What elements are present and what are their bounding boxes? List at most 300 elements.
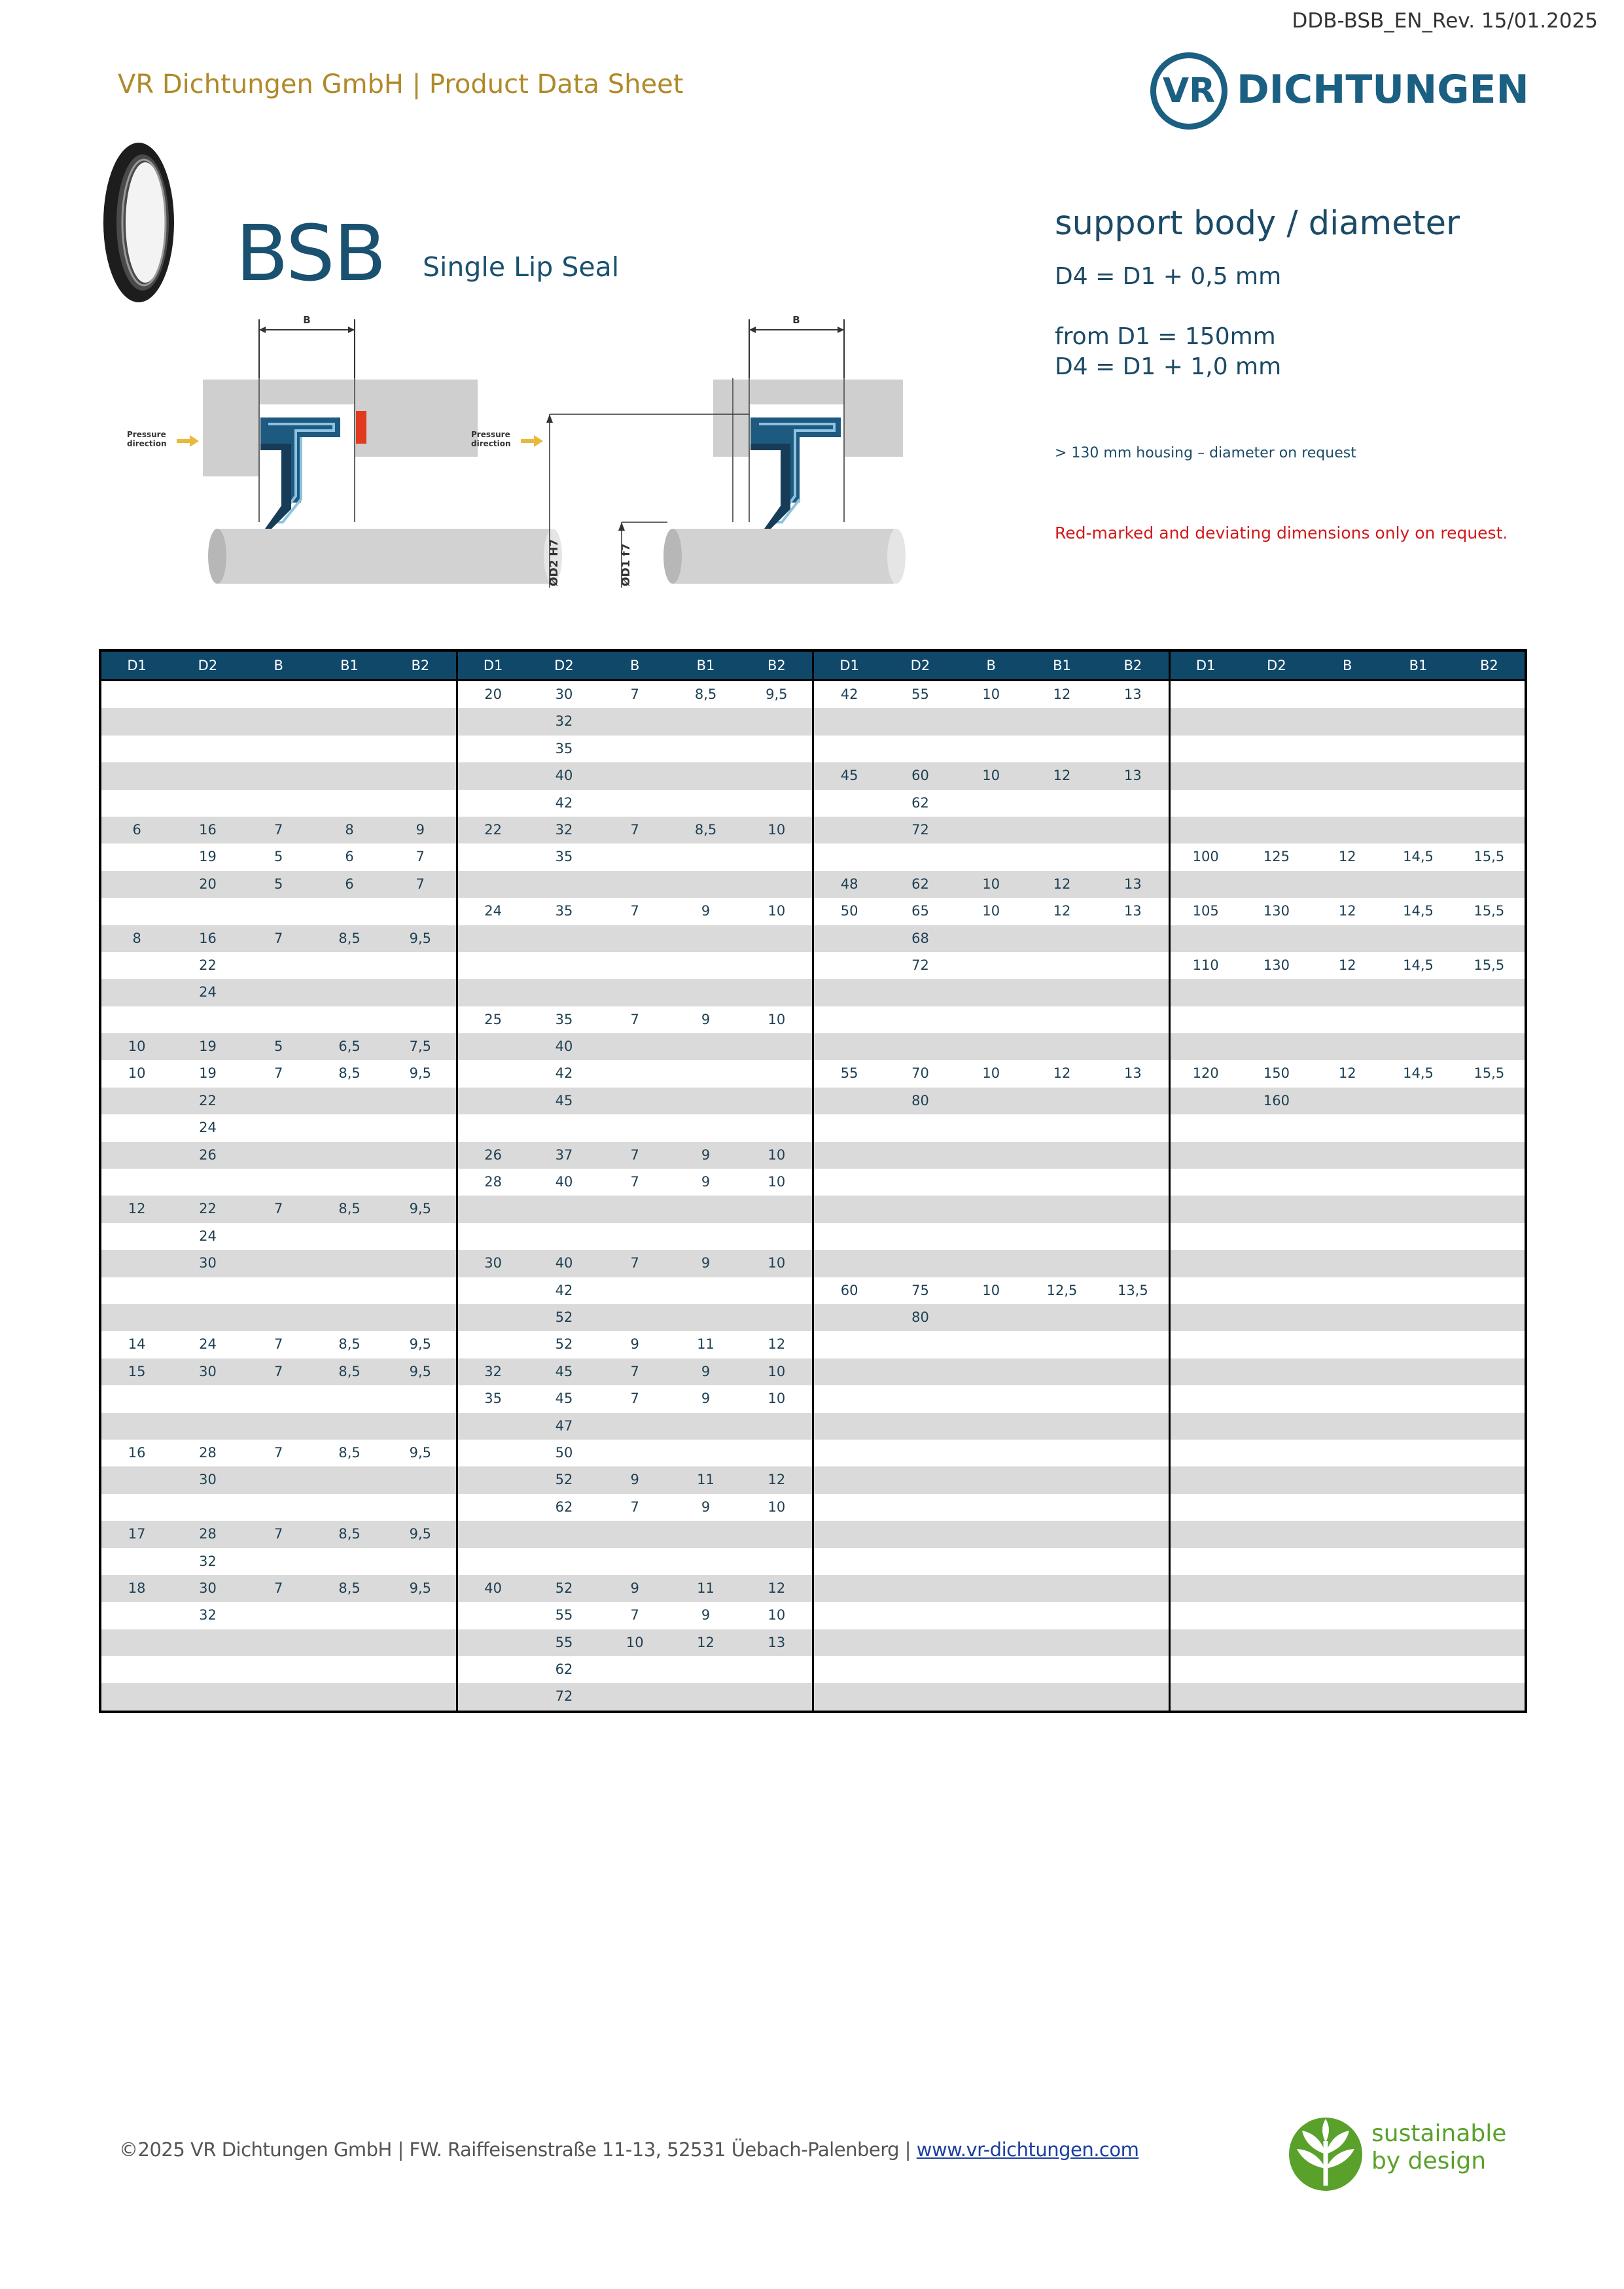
table-cell: 7 xyxy=(630,686,639,702)
table-cell xyxy=(741,1060,812,1087)
table-cell xyxy=(741,1440,812,1466)
table-cell: 8 xyxy=(132,930,141,946)
table-cell xyxy=(1097,925,1168,952)
table-cell xyxy=(670,1656,741,1683)
table-cell: 30 xyxy=(199,1255,217,1271)
table-cell xyxy=(1241,1331,1312,1358)
row-group xyxy=(456,1548,813,1575)
table-cell: 12 xyxy=(768,1580,786,1596)
row-group xyxy=(101,1466,456,1493)
table-cell: 12 xyxy=(1053,686,1071,702)
table-cell xyxy=(1097,1683,1168,1710)
table-row xyxy=(101,925,1525,952)
row-group xyxy=(1169,1629,1525,1656)
table-cell xyxy=(458,1413,529,1440)
table-cell xyxy=(1454,1331,1525,1358)
table-cell xyxy=(458,925,529,952)
row-group xyxy=(456,1033,813,1060)
table-cell xyxy=(1383,1521,1453,1548)
row-group xyxy=(456,1385,813,1412)
table-cell: 150 xyxy=(1263,1065,1290,1082)
row-group xyxy=(1169,1494,1525,1521)
table-cell: 72 xyxy=(911,821,929,838)
table-cell: 55 xyxy=(840,1065,858,1082)
table-cell xyxy=(1454,1304,1525,1331)
table-cell xyxy=(1454,1466,1525,1493)
table-cell xyxy=(1027,1088,1097,1114)
table-cell: 32 xyxy=(484,1363,503,1379)
table-cell xyxy=(1312,1358,1383,1385)
table-cell xyxy=(1241,1169,1312,1196)
table-cell xyxy=(314,736,385,762)
table-cell xyxy=(1027,925,1097,952)
table-cell xyxy=(1454,871,1525,898)
table-cell: 30 xyxy=(484,1255,503,1271)
row-group xyxy=(101,1385,456,1412)
table-cell: 24 xyxy=(199,1120,217,1136)
table-cell: 6 xyxy=(345,849,354,865)
table-cell xyxy=(1383,1277,1453,1304)
table-cell xyxy=(599,1223,670,1250)
table-cell xyxy=(885,1250,955,1277)
table-cell: 55 xyxy=(555,1634,573,1650)
table-cell xyxy=(1312,1006,1383,1033)
table-row xyxy=(101,1466,1525,1493)
table-cell xyxy=(1383,1385,1453,1412)
row-group xyxy=(456,1494,813,1521)
row-group xyxy=(812,871,1169,898)
table-cell xyxy=(1383,1331,1453,1358)
table-cell: 10 xyxy=(768,903,786,919)
table-cell: 7 xyxy=(274,1526,283,1542)
table-cell xyxy=(1027,1575,1097,1602)
table-cell xyxy=(670,1033,741,1060)
table-cell xyxy=(1383,1413,1453,1440)
table-cell xyxy=(172,1656,243,1683)
table-cell: 10 xyxy=(982,1065,1000,1082)
table-cell xyxy=(101,979,172,1006)
table-cell: 13 xyxy=(768,1634,786,1650)
table-cell xyxy=(599,871,670,898)
table-cell: 9 xyxy=(701,1255,711,1271)
table-cell xyxy=(1241,1548,1312,1575)
table-row xyxy=(101,1683,1525,1710)
table-row xyxy=(101,1033,1525,1060)
table-cell xyxy=(1097,1006,1168,1033)
table-cell: 7 xyxy=(630,1363,639,1379)
table-cell xyxy=(1312,1602,1383,1629)
row-group xyxy=(1169,1358,1525,1385)
table-cell: 15 xyxy=(128,1363,146,1379)
table-cell xyxy=(1241,708,1312,735)
table-cell xyxy=(1027,1250,1097,1277)
table-cell xyxy=(243,1602,314,1629)
row-group xyxy=(812,1250,1169,1277)
table-cell xyxy=(1454,1385,1525,1412)
table-cell xyxy=(385,1629,455,1656)
row-group xyxy=(812,1006,1169,1033)
table-cell xyxy=(101,1088,172,1114)
row-group xyxy=(812,1656,1169,1683)
table-cell xyxy=(1312,1656,1383,1683)
table-cell xyxy=(385,1250,455,1277)
table-cell xyxy=(956,1494,1027,1521)
table-cell: 7 xyxy=(630,1011,639,1027)
row-group xyxy=(1169,708,1525,735)
column-header: D1 xyxy=(127,658,147,673)
table-cell: 35 xyxy=(555,1011,573,1027)
row-group xyxy=(812,1277,1169,1304)
row-group xyxy=(456,736,813,762)
row-group xyxy=(101,1331,456,1358)
table-cell xyxy=(243,708,314,735)
table-cell xyxy=(885,1006,955,1033)
table-cell: 10 xyxy=(626,1634,644,1650)
table-cell xyxy=(1454,790,1525,817)
table-cell xyxy=(1027,1494,1097,1521)
table-cell xyxy=(1097,708,1168,735)
table-cell xyxy=(101,1656,172,1683)
table-cell xyxy=(1171,1656,1241,1683)
table-cell xyxy=(956,1114,1027,1141)
table-row xyxy=(101,979,1525,1006)
table-cell xyxy=(1171,1413,1241,1440)
row-group xyxy=(812,1521,1169,1548)
row-group xyxy=(1169,898,1525,925)
table-row xyxy=(101,1575,1525,1602)
table-cell: 7 xyxy=(274,1201,283,1217)
table-cell: 10 xyxy=(768,1011,786,1027)
table-cell xyxy=(814,1494,885,1521)
table-cell xyxy=(101,1413,172,1440)
table-cell xyxy=(1454,1548,1525,1575)
table-cell xyxy=(670,1277,741,1304)
table-cell xyxy=(1241,736,1312,762)
row-group xyxy=(812,898,1169,925)
row-group xyxy=(1169,925,1525,952)
column-header: B1 xyxy=(1053,658,1071,673)
pressure-label-right-1: Pressure xyxy=(471,430,510,439)
table-cell xyxy=(314,1142,385,1169)
dimension-table xyxy=(99,649,1527,1713)
table-cell xyxy=(385,1169,455,1196)
table-cell xyxy=(529,1223,599,1250)
table-cell xyxy=(1171,871,1241,898)
table-row xyxy=(101,1060,1525,1087)
table-cell xyxy=(885,1656,955,1683)
table-cell xyxy=(1171,1223,1241,1250)
table-cell xyxy=(814,790,885,817)
table-cell xyxy=(1241,1521,1312,1548)
table-cell xyxy=(385,1548,455,1575)
table-cell: 13,5 xyxy=(1117,1282,1148,1298)
table-cell: 17 xyxy=(128,1526,146,1542)
table-cell xyxy=(1383,1440,1453,1466)
table-cell: 55 xyxy=(911,686,929,702)
table-cell xyxy=(599,1440,670,1466)
table-cell xyxy=(1312,1088,1383,1114)
table-cell xyxy=(1312,979,1383,1006)
table-cell: 125 xyxy=(1263,849,1290,865)
table-cell xyxy=(458,1114,529,1141)
logo-mark: VR xyxy=(1162,71,1216,111)
table-cell xyxy=(956,708,1027,735)
seal-photo xyxy=(98,139,183,309)
table-cell: 8,5 xyxy=(338,1201,361,1217)
table-cell xyxy=(1027,1548,1097,1575)
table-cell xyxy=(956,817,1027,843)
table-cell xyxy=(956,736,1027,762)
row-group xyxy=(812,790,1169,817)
row-group xyxy=(1169,736,1525,762)
table-cell xyxy=(1454,1277,1525,1304)
row-group xyxy=(1169,1196,1525,1222)
column-header: D2 xyxy=(198,658,218,673)
table-cell xyxy=(458,843,529,870)
column-header: D1 xyxy=(483,658,503,673)
row-group xyxy=(456,1277,813,1304)
header-group xyxy=(101,652,456,679)
table-cell xyxy=(1171,1142,1241,1169)
row-group xyxy=(456,1683,813,1710)
table-cell xyxy=(101,708,172,735)
table-cell xyxy=(1097,979,1168,1006)
table-cell xyxy=(1312,1250,1383,1277)
table-cell: 42 xyxy=(555,1065,573,1082)
table-cell: 14,5 xyxy=(1403,957,1434,973)
row-group xyxy=(101,1656,456,1683)
table-row xyxy=(101,1223,1525,1250)
product-code: BSB xyxy=(236,208,385,298)
row-group xyxy=(101,925,456,952)
row-group xyxy=(812,1196,1169,1222)
installation-diagram xyxy=(105,306,916,594)
table-cell xyxy=(1454,681,1525,708)
table-cell xyxy=(529,1114,599,1141)
table-cell xyxy=(101,1466,172,1493)
table-row xyxy=(101,1629,1525,1656)
table-cell xyxy=(172,1683,243,1710)
column-header: B2 xyxy=(767,658,786,673)
table-row xyxy=(101,1548,1525,1575)
row-group xyxy=(456,1521,813,1548)
company-logo xyxy=(1150,52,1530,144)
table-cell: 8,5 xyxy=(338,930,361,946)
table-cell xyxy=(1312,1114,1383,1141)
row-group xyxy=(101,1440,456,1466)
table-cell xyxy=(243,1304,314,1331)
table-cell xyxy=(1312,1169,1383,1196)
table-cell xyxy=(1027,1006,1097,1033)
table-cell: 10 xyxy=(768,1391,786,1407)
table-cell: 32 xyxy=(199,1607,217,1624)
table-cell xyxy=(814,736,885,762)
table-cell xyxy=(1383,1494,1453,1521)
table-cell: 16 xyxy=(199,821,217,838)
row-group xyxy=(456,790,813,817)
row-group xyxy=(101,1548,456,1575)
table-cell: 16 xyxy=(128,1444,146,1461)
row-group xyxy=(101,1304,456,1331)
table-cell xyxy=(599,979,670,1006)
table-cell xyxy=(458,1060,529,1087)
row-group xyxy=(456,817,813,843)
row-group xyxy=(101,1223,456,1250)
table-cell xyxy=(172,1169,243,1196)
table-cell: 7 xyxy=(630,1607,639,1624)
table-cell xyxy=(1312,762,1383,789)
table-cell xyxy=(814,1683,885,1710)
width-label-left: B xyxy=(303,314,311,326)
table-cell xyxy=(599,762,670,789)
row-group xyxy=(1169,1277,1525,1304)
column-header: D1 xyxy=(1195,658,1216,673)
table-row xyxy=(101,843,1525,870)
table-cell: 8,5 xyxy=(338,1580,361,1596)
table-cell xyxy=(458,1548,529,1575)
table-cell xyxy=(1097,843,1168,870)
row-group xyxy=(1169,1466,1525,1493)
table-cell: 20 xyxy=(199,876,217,892)
width-label-right: B xyxy=(792,314,800,326)
table-cell xyxy=(599,1196,670,1222)
table-cell xyxy=(1454,817,1525,843)
table-cell: 10 xyxy=(982,768,1000,784)
table-cell xyxy=(670,843,741,870)
table-cell: 13 xyxy=(1123,903,1142,919)
table-cell: 7 xyxy=(630,1499,639,1515)
table-cell xyxy=(314,1169,385,1196)
table-cell xyxy=(885,1196,955,1222)
d2-label: ØD2 H7 xyxy=(548,539,561,586)
table-cell: 22 xyxy=(199,1092,217,1109)
table-cell: 9 xyxy=(701,1607,711,1624)
table-cell xyxy=(101,1169,172,1196)
table-cell: 12 xyxy=(768,1472,786,1488)
table-cell xyxy=(458,1440,529,1466)
table-cell xyxy=(814,1033,885,1060)
table-cell: 30 xyxy=(199,1472,217,1488)
table-cell xyxy=(741,871,812,898)
table-cell xyxy=(1241,1602,1312,1629)
row-group xyxy=(101,1521,456,1548)
row-group xyxy=(1169,1602,1525,1629)
table-cell xyxy=(814,1385,885,1412)
table-cell xyxy=(670,925,741,952)
table-cell xyxy=(1027,1223,1097,1250)
column-header: B2 xyxy=(1123,658,1142,673)
table-cell: 24 xyxy=(199,1336,217,1353)
table-cell: 9 xyxy=(701,1391,711,1407)
table-cell xyxy=(172,708,243,735)
row-group xyxy=(1169,817,1525,843)
support-body-title: support body / diameter xyxy=(1055,204,1460,243)
table-cell xyxy=(101,1277,172,1304)
table-cell xyxy=(1383,1466,1453,1493)
table-cell: 5 xyxy=(274,849,283,865)
table-cell xyxy=(1312,925,1383,952)
table-cell xyxy=(529,1196,599,1222)
website-link[interactable]: www.vr-dichtungen.com xyxy=(916,2138,1139,2161)
table-cell: 10 xyxy=(982,876,1000,892)
table-cell: 6,5 xyxy=(338,1038,361,1055)
table-cell xyxy=(385,898,455,925)
table-cell xyxy=(243,898,314,925)
column-header: B2 xyxy=(1479,658,1498,673)
table-cell: 120 xyxy=(1192,1065,1219,1082)
table-cell xyxy=(1383,681,1453,708)
row-group xyxy=(1169,1223,1525,1250)
row-group xyxy=(812,1548,1169,1575)
row-group xyxy=(1169,790,1525,817)
table-cell xyxy=(1383,1304,1453,1331)
table-row xyxy=(101,1169,1525,1196)
row-group xyxy=(101,681,456,708)
table-cell xyxy=(814,952,885,979)
table-cell xyxy=(1241,1223,1312,1250)
column-header: D2 xyxy=(910,658,930,673)
table-cell: 9,5 xyxy=(409,1363,432,1379)
table-cell: 7 xyxy=(274,821,283,838)
table-cell xyxy=(814,1250,885,1277)
table-cell xyxy=(956,979,1027,1006)
table-cell: 70 xyxy=(911,1065,929,1082)
table-cell xyxy=(1312,1521,1383,1548)
table-cell: 14 xyxy=(128,1336,146,1353)
table-cell xyxy=(1171,736,1241,762)
table-cell xyxy=(1383,790,1453,817)
table-cell xyxy=(101,952,172,979)
table-cell xyxy=(1097,1250,1168,1277)
table-cell: 13 xyxy=(1123,686,1142,702)
table-cell xyxy=(1171,708,1241,735)
table-cell xyxy=(956,1575,1027,1602)
table-row xyxy=(101,1250,1525,1277)
table-row xyxy=(101,1656,1525,1683)
table-cell xyxy=(314,1385,385,1412)
table-cell xyxy=(741,762,812,789)
table-cell xyxy=(529,952,599,979)
table-cell: 14,5 xyxy=(1403,1065,1434,1082)
table-cell xyxy=(101,843,172,870)
table-cell xyxy=(814,1413,885,1440)
table-cell: 12 xyxy=(1053,768,1071,784)
table-cell xyxy=(1454,1358,1525,1385)
table-cell xyxy=(956,1385,1027,1412)
table-cell xyxy=(741,1114,812,1141)
table-cell xyxy=(1241,871,1312,898)
row-group xyxy=(1169,871,1525,898)
table-cell xyxy=(243,952,314,979)
table-cell: 9 xyxy=(701,1363,711,1379)
table-cell xyxy=(956,1413,1027,1440)
table-cell xyxy=(1383,1683,1453,1710)
table-cell xyxy=(956,1142,1027,1169)
table-cell xyxy=(741,708,812,735)
table-cell xyxy=(599,1656,670,1683)
column-header: D1 xyxy=(839,658,859,673)
table-row xyxy=(101,1521,1525,1548)
table-cell xyxy=(599,952,670,979)
table-cell xyxy=(1383,1169,1453,1196)
table-cell xyxy=(741,790,812,817)
table-cell xyxy=(1171,1575,1241,1602)
table-cell: 42 xyxy=(555,1282,573,1298)
table-cell xyxy=(885,708,955,735)
table-cell xyxy=(1027,1521,1097,1548)
table-cell xyxy=(956,1304,1027,1331)
table-cell xyxy=(599,1088,670,1114)
